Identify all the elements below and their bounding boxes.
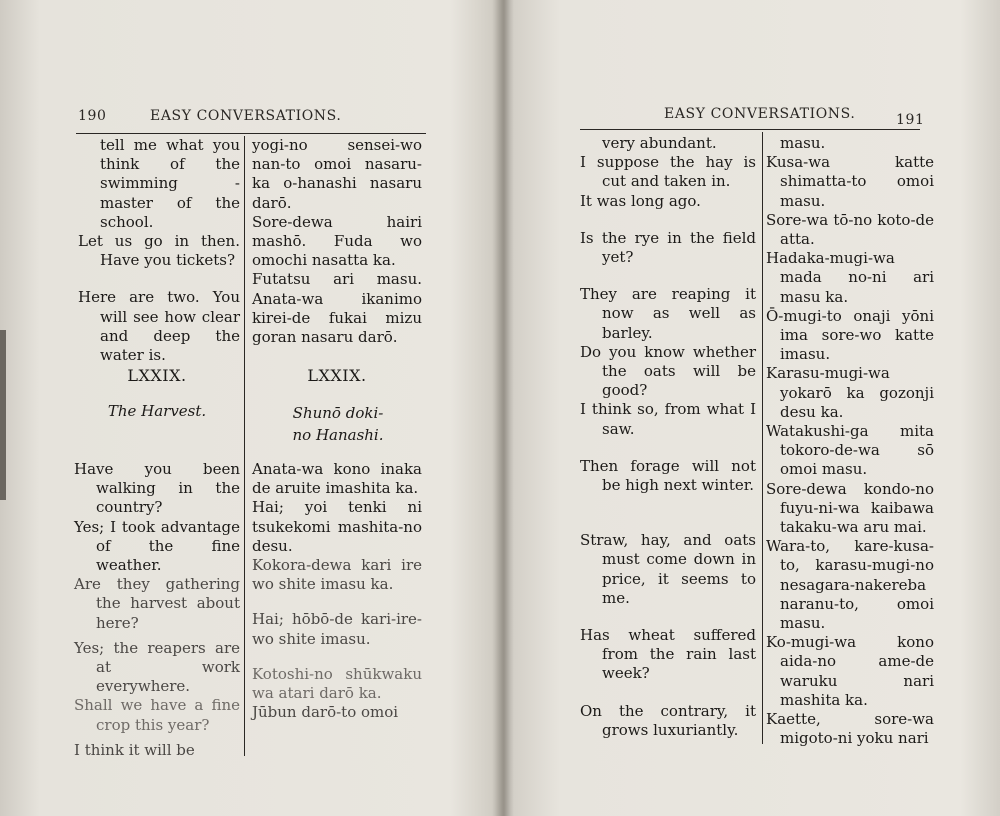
japanese-line: Hai; hōbō-de kari-ire-wo shite imasu.: [252, 610, 422, 648]
english-line: Is the rye in the field yet?: [580, 228, 756, 267]
japanese-line: Anata-wa kono inaka de aruite imashita ka.: [252, 460, 422, 498]
running-head: EASY CONVERSATIONS.: [664, 106, 856, 122]
japanese-line: Ko-mugi-wa kono aida-no ame-de waruku nari mashita ka.: [766, 633, 934, 709]
japanese-line: Jūbun darō-to omoi: [252, 703, 399, 722]
english-line: On the contrary, it grows luxuriantly.: [580, 701, 756, 739]
english-line: very abundant.: [602, 134, 717, 152]
english-line: Yes; the reapers are at work everywhere.: [74, 638, 240, 696]
english-line: Do you know whether the oats will be good?: [580, 342, 756, 400]
japanese-line: Kusa-wa katte shimatta-to omoi masu.: [766, 153, 934, 210]
japanese-line: Hai; yoi tenki ni tsukekomi mashita-no desu.: [252, 498, 422, 555]
english-line: Straw, hay, and oats must come down in price, it seems to me.: [580, 531, 756, 607]
english-line: tell me what you think of the swimming - master of the school.: [100, 136, 240, 231]
english-line: I think so, from what I saw.: [580, 400, 756, 438]
english-line: Let us go in then. Have you tickets?: [78, 232, 240, 270]
english-line: I suppose the hay is cut and taken in.: [580, 153, 756, 191]
japanese-line: yogi-no sensei-wo nan-to omoi nasaru-ka o-hanashi nasaru darō.: [252, 136, 422, 212]
english-line: Yes; I took advantage of the fine weather.: [74, 517, 240, 575]
page-number: 190: [78, 108, 107, 124]
english-line: They are reaping it now as well as barley.: [580, 285, 756, 342]
english-line: Shall we have a fine crop this year?: [74, 696, 240, 734]
japanese-line: Futatsu ari masu. Anata-wa ikanimo kirei-de fukai mizu goran nasaru darō.: [252, 270, 422, 347]
japanese-line: Watakushi-ga mita tokoro-de-wa sō omoi masu.: [766, 422, 934, 479]
japanese-line: Sore-dewa kondo-no fuyu-ni-wa kaibawa takaku-wa aru mai.: [766, 479, 934, 537]
japanese-line: Wara-to, kare-kusa-to, karasu-mugi-no nesagara-nakereba naranu-to, omoi masu.: [766, 537, 934, 633]
english-column: [580, 134, 756, 740]
japanese-line: Kaette, sore-wa migoto-ni yoku nari: [766, 710, 934, 748]
english-line: It was long ago.: [580, 191, 701, 210]
english-dialogue-column: [74, 460, 240, 760]
japanese-line: Kokora-dewa kari ire wo shite imasu ka.: [252, 556, 422, 594]
english-line: Are they gathering the harvest about here?: [74, 575, 240, 632]
english-line: Has wheat suffered from the rain last week?: [580, 626, 756, 683]
column-divider: [762, 132, 763, 744]
english-line: Here are two. You will see how clear and deep the water is.: [78, 288, 240, 365]
japanese-line: Hadaka-mugi-wa mada no-ni ari masu ka.: [766, 249, 934, 306]
english-line: I think it will be: [74, 740, 195, 759]
running-head: EASY CONVERSATIONS.: [150, 108, 342, 124]
section-title: The Harvest.: [107, 402, 207, 420]
japanese-line: Sore-wa tō-no koto-de atta.: [766, 210, 934, 249]
left-page: [0, 0, 496, 816]
english-line: Then forage will not be high next winter.: [580, 456, 756, 495]
column-divider: [244, 136, 245, 756]
page-number: 191: [896, 112, 925, 128]
english-column: [78, 136, 240, 365]
japanese-line: Sore-dewa hairi mashō. Fuda wo omochi nasatta ka.: [252, 212, 422, 270]
section-title-japanese: Shunō doki- no Hanashi.: [292, 404, 384, 444]
right-page: [504, 0, 1000, 816]
section-number: LXXIX.: [127, 366, 187, 385]
header-rule: [76, 133, 426, 134]
japanese-column: [766, 134, 934, 749]
japanese-line: Karasu-mugi-wa yokarō ka gozonji desu ka.: [766, 364, 934, 421]
header-rule: [580, 129, 920, 130]
japanese-line: Kotoshi-no shūkwaku wa atari darō ka.: [252, 664, 422, 703]
section-number-japanese: LXXIX.: [307, 366, 367, 385]
japanese-column: [252, 136, 422, 347]
english-line: Have you been walking in the country?: [74, 460, 240, 517]
japanese-line: Ō-mugi-to onaji yōni ima sore-wo katte imasu.: [766, 306, 934, 364]
japanese-line: masu.: [780, 134, 826, 152]
japanese-dialogue-column: [252, 460, 422, 722]
